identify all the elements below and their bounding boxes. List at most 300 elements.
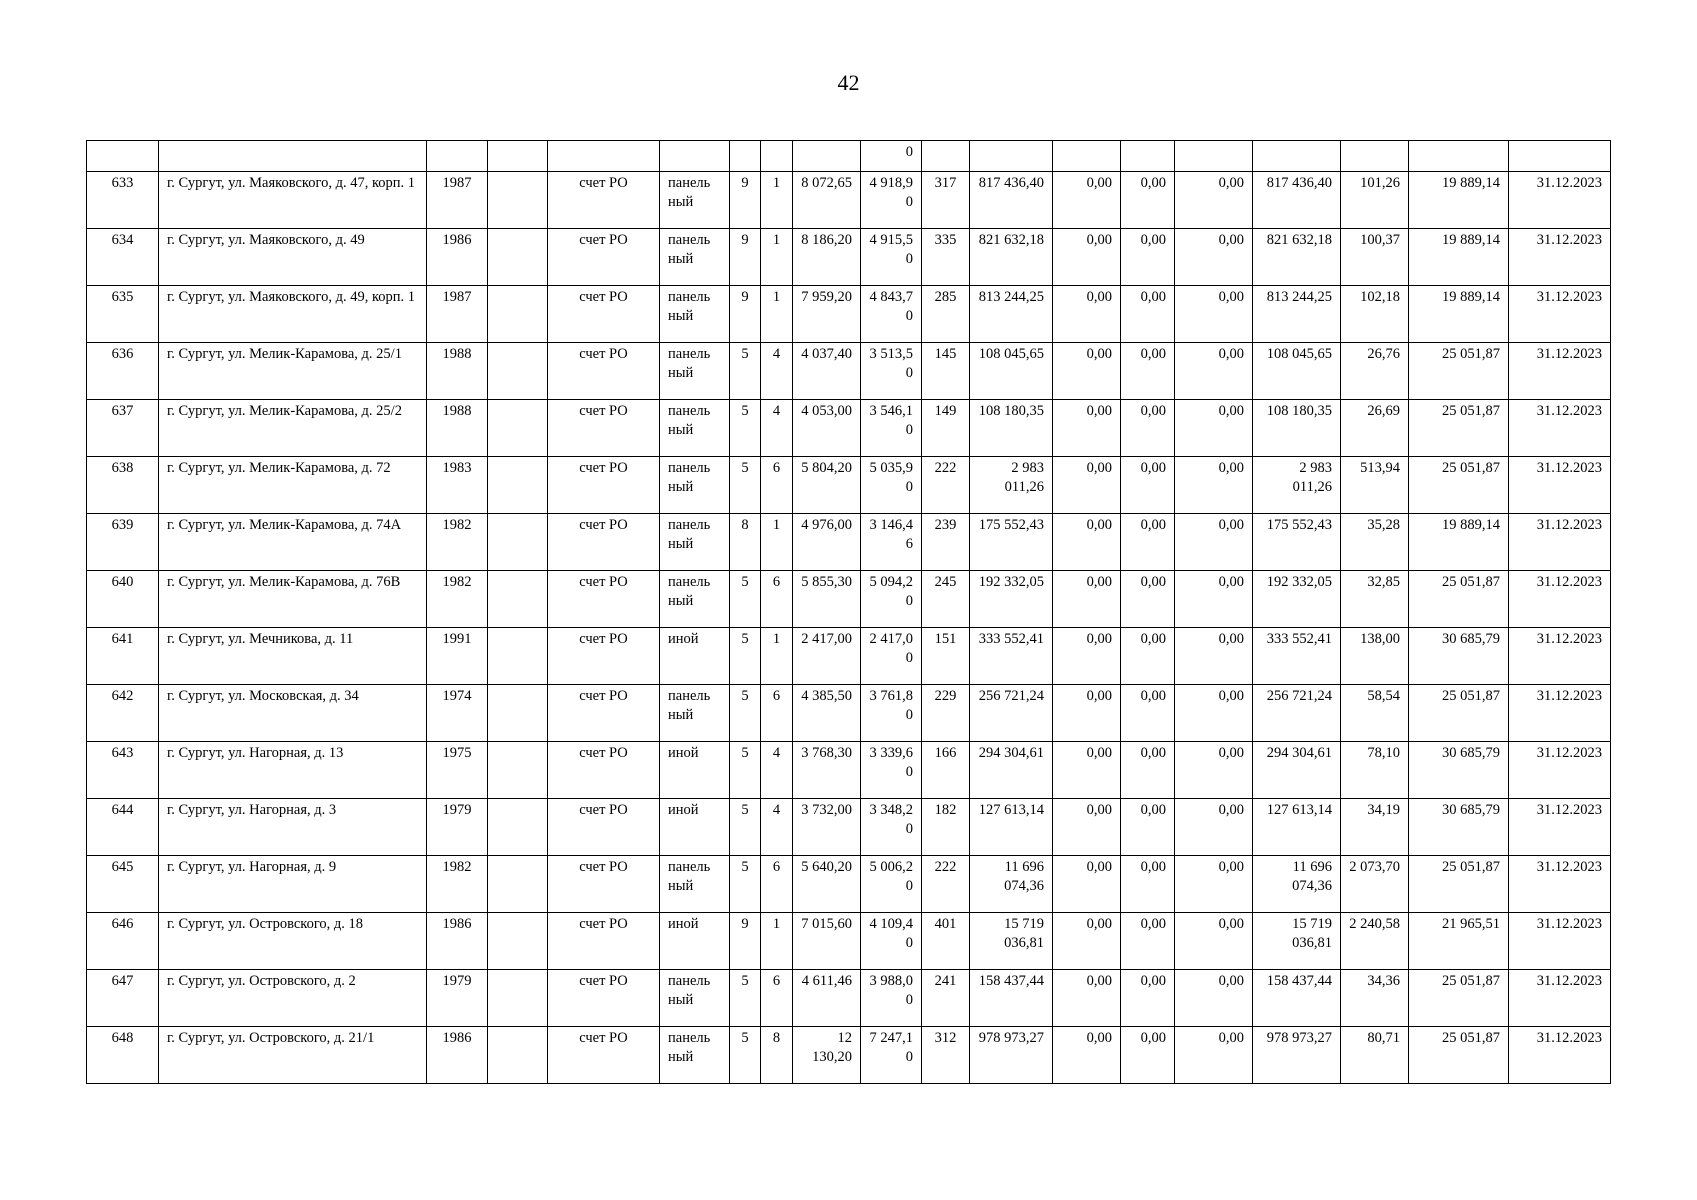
cell-max-cost: 30 685,79 — [1409, 799, 1509, 856]
cell-num: 648 — [87, 1027, 159, 1084]
cell-cost-total: 2 983 011,26 — [970, 457, 1053, 514]
cell-c13: 0,00 — [1053, 457, 1121, 514]
cell-floors: 5 — [730, 571, 761, 628]
cell-c4 — [488, 742, 548, 799]
cell-deadline: 31.12.2023 — [1509, 913, 1611, 970]
cell-per-sqm — [1341, 141, 1409, 172]
cell-c4 — [488, 229, 548, 286]
page-number: 42 — [837, 70, 860, 95]
cell-area-living: 4 109,4 0 — [861, 913, 922, 970]
cell-area-total: 7 015,60 — [793, 913, 861, 970]
cell-floors: 5 — [730, 742, 761, 799]
cell-cost-total: 127 613,14 — [970, 799, 1053, 856]
cell-c13: 0,00 — [1053, 685, 1121, 742]
cell-fund: счет РО — [548, 685, 660, 742]
cell-max-cost: 25 051,87 — [1409, 400, 1509, 457]
cell-cost-total: 15 719 036,81 — [970, 913, 1053, 970]
cell-address: г. Сургут, ул. Островского, д. 21/1 — [159, 1027, 427, 1084]
cell-address: г. Сургут, ул. Московская, д. 34 — [159, 685, 427, 742]
cell-max-cost: 25 051,87 — [1409, 571, 1509, 628]
cell-area-total: 4 385,50 — [793, 685, 861, 742]
cell-address: г. Сургут, ул. Мечникова, д. 11 — [159, 628, 427, 685]
cell-area-total: 4 037,40 — [793, 343, 861, 400]
cell-fund: счет РО — [548, 514, 660, 571]
cell-year: 1974 — [427, 685, 488, 742]
table-row — [87, 286, 1611, 343]
cell-area-living: 4 918,9 0 — [861, 172, 922, 229]
cell-deadline: 31.12.2023 — [1509, 799, 1611, 856]
cell-num: 647 — [87, 970, 159, 1027]
cell-residents: 239 — [922, 514, 970, 571]
cell-year: 1975 — [427, 742, 488, 799]
cell-c14: 0,00 — [1121, 400, 1175, 457]
cell-fund: счет РО — [548, 856, 660, 913]
cell-per-sqm: 80,71 — [1341, 1027, 1409, 1084]
cell-fund: счет РО — [548, 913, 660, 970]
cell-cost-owners: 192 332,05 — [1253, 571, 1341, 628]
cell-address: г. Сургут, ул. Островского, д. 2 — [159, 970, 427, 1027]
table-row — [87, 400, 1611, 457]
cell-entrances — [761, 141, 793, 172]
cell-fund: счет РО — [548, 1027, 660, 1084]
cell-fund: счет РО — [548, 628, 660, 685]
cell-c15: 0,00 — [1175, 856, 1253, 913]
cell-address: г. Сургут, ул. Маяковского, д. 47, корп. 1 — [159, 172, 427, 229]
cell-entrances: 1 — [761, 628, 793, 685]
cell-year: 1979 — [427, 970, 488, 1027]
cell-deadline: 31.12.2023 — [1509, 1027, 1611, 1084]
cell-c13: 0,00 — [1053, 571, 1121, 628]
cell-cost-total: 108 045,65 — [970, 343, 1053, 400]
cell-address: г. Сургут, ул. Мелик-Карамова, д. 25/2 — [159, 400, 427, 457]
cell-cost-owners: 175 552,43 — [1253, 514, 1341, 571]
cell-c15: 0,00 — [1175, 172, 1253, 229]
cell-cost-owners: 127 613,14 — [1253, 799, 1341, 856]
cell-residents: 149 — [922, 400, 970, 457]
cell-max-cost: 30 685,79 — [1409, 628, 1509, 685]
cell-c13: 0,00 — [1053, 286, 1121, 343]
cell-residents: 285 — [922, 286, 970, 343]
cell-address: г. Сургут, ул. Мелик-Карамова, д. 74А — [159, 514, 427, 571]
cell-c15: 0,00 — [1175, 400, 1253, 457]
cell-cost-total: 108 180,35 — [970, 400, 1053, 457]
cell-num: 640 — [87, 571, 159, 628]
cell-area-living: 3 146,4 6 — [861, 514, 922, 571]
cell-cost-total: 192 332,05 — [970, 571, 1053, 628]
cell-fund: счет РО — [548, 400, 660, 457]
cell-material: панель ный — [660, 514, 730, 571]
cell-c14: 0,00 — [1121, 685, 1175, 742]
cell-max-cost: 19 889,14 — [1409, 172, 1509, 229]
table-row — [87, 1027, 1611, 1084]
cell-material: панель ный — [660, 685, 730, 742]
cell-c13: 0,00 — [1053, 514, 1121, 571]
cell-address: г. Сургут, ул. Мелик-Карамова, д. 76В — [159, 571, 427, 628]
cell-per-sqm: 2 073,70 — [1341, 856, 1409, 913]
cell-c14: 0,00 — [1121, 913, 1175, 970]
cell-residents: 222 — [922, 457, 970, 514]
cell-address: г. Сургут, ул. Маяковского, д. 49, корп. 1 — [159, 286, 427, 343]
cell-residents: 151 — [922, 628, 970, 685]
cell-year: 1988 — [427, 400, 488, 457]
cell-area-living: 3 339,6 0 — [861, 742, 922, 799]
cell-area-living: 4 843,7 0 — [861, 286, 922, 343]
cell-c15: 0,00 — [1175, 343, 1253, 400]
cell-year: 1982 — [427, 856, 488, 913]
cell-entrances: 6 — [761, 457, 793, 514]
cell-cost-owners: 158 437,44 — [1253, 970, 1341, 1027]
cell-floors: 5 — [730, 970, 761, 1027]
table-row — [87, 685, 1611, 742]
cell-material: иной — [660, 742, 730, 799]
cell-max-cost: 25 051,87 — [1409, 856, 1509, 913]
cell-area-living: 3 513,5 0 — [861, 343, 922, 400]
cell-residents: 145 — [922, 343, 970, 400]
cell-cost-owners: 11 696 074,36 — [1253, 856, 1341, 913]
cell-floors: 5 — [730, 400, 761, 457]
cell-c14: 0,00 — [1121, 856, 1175, 913]
cell-c15: 0,00 — [1175, 970, 1253, 1027]
cell-residents: 222 — [922, 856, 970, 913]
cell-c14 — [1121, 141, 1175, 172]
cell-floors: 8 — [730, 514, 761, 571]
cell-material: панель ный — [660, 970, 730, 1027]
cell-floors: 5 — [730, 343, 761, 400]
cell-deadline: 31.12.2023 — [1509, 343, 1611, 400]
cell-material: панель ный — [660, 400, 730, 457]
cell-c15: 0,00 — [1175, 514, 1253, 571]
cell-cost-total: 821 632,18 — [970, 229, 1053, 286]
cell-max-cost: 21 965,51 — [1409, 913, 1509, 970]
cell-num: 644 — [87, 799, 159, 856]
cell-material: панель ный — [660, 1027, 730, 1084]
cell-entrances: 1 — [761, 286, 793, 343]
table-body — [87, 141, 1611, 1084]
cell-material: панель ный — [660, 571, 730, 628]
cell-area-living: 4 915,5 0 — [861, 229, 922, 286]
cell-cost-owners: 15 719 036,81 — [1253, 913, 1341, 970]
table-row — [87, 172, 1611, 229]
cell-deadline: 31.12.2023 — [1509, 685, 1611, 742]
cell-cost-total: 978 973,27 — [970, 1027, 1053, 1084]
cell-address: г. Сургут, ул. Нагорная, д. 9 — [159, 856, 427, 913]
cell-c13: 0,00 — [1053, 628, 1121, 685]
cell-cost-owners: 821 632,18 — [1253, 229, 1341, 286]
cell-c4 — [488, 628, 548, 685]
cell-address: г. Сургут, ул. Нагорная, д. 3 — [159, 799, 427, 856]
cell-per-sqm: 58,54 — [1341, 685, 1409, 742]
cell-c4 — [488, 172, 548, 229]
cell-residents: 317 — [922, 172, 970, 229]
cell-max-cost: 25 051,87 — [1409, 1027, 1509, 1084]
cell-cost-owners: 817 436,40 — [1253, 172, 1341, 229]
cell-floors — [730, 141, 761, 172]
cell-c13: 0,00 — [1053, 799, 1121, 856]
cell-c15: 0,00 — [1175, 799, 1253, 856]
cell-year: 1986 — [427, 229, 488, 286]
cell-address: г. Сургут, ул. Нагорная, д. 13 — [159, 742, 427, 799]
cell-year: 1982 — [427, 514, 488, 571]
cell-c14: 0,00 — [1121, 571, 1175, 628]
cell-year: 1982 — [427, 571, 488, 628]
cell-year: 1988 — [427, 343, 488, 400]
cell-c13: 0,00 — [1053, 970, 1121, 1027]
cell-floors: 5 — [730, 685, 761, 742]
cell-year — [427, 141, 488, 172]
cell-cost-owners: 108 045,65 — [1253, 343, 1341, 400]
cell-c4 — [488, 685, 548, 742]
cell-area-total: 5 804,20 — [793, 457, 861, 514]
cell-c13: 0,00 — [1053, 913, 1121, 970]
cell-area-living: 3 988,0 0 — [861, 970, 922, 1027]
cell-c15: 0,00 — [1175, 685, 1253, 742]
cell-deadline: 31.12.2023 — [1509, 457, 1611, 514]
cell-floors: 9 — [730, 286, 761, 343]
cell-residents: 245 — [922, 571, 970, 628]
cell-area-total: 8 072,65 — [793, 172, 861, 229]
cell-material — [660, 141, 730, 172]
cell-per-sqm: 26,76 — [1341, 343, 1409, 400]
cell-entrances: 1 — [761, 172, 793, 229]
cell-year: 1986 — [427, 913, 488, 970]
cell-entrances: 6 — [761, 685, 793, 742]
cell-num — [87, 141, 159, 172]
table-row — [87, 742, 1611, 799]
cell-max-cost: 25 051,87 — [1409, 343, 1509, 400]
cell-area-living: 5 006,2 0 — [861, 856, 922, 913]
cell-year: 1979 — [427, 799, 488, 856]
cell-num: 645 — [87, 856, 159, 913]
cell-entrances: 6 — [761, 571, 793, 628]
cell-deadline: 31.12.2023 — [1509, 514, 1611, 571]
cell-area-living: 3 761,8 0 — [861, 685, 922, 742]
cell-c4 — [488, 799, 548, 856]
cell-num: 633 — [87, 172, 159, 229]
cell-area-living: 0 — [861, 141, 922, 172]
cell-cost-owners: 256 721,24 — [1253, 685, 1341, 742]
cell-num: 638 — [87, 457, 159, 514]
cell-cost-total: 813 244,25 — [970, 286, 1053, 343]
cell-per-sqm: 101,26 — [1341, 172, 1409, 229]
cell-material: панель ный — [660, 856, 730, 913]
cell-material: панель ный — [660, 229, 730, 286]
cell-entrances: 4 — [761, 343, 793, 400]
table-row — [87, 970, 1611, 1027]
cell-deadline: 31.12.2023 — [1509, 742, 1611, 799]
cell-entrances: 1 — [761, 514, 793, 571]
cell-area-total: 4 053,00 — [793, 400, 861, 457]
cell-residents — [922, 141, 970, 172]
table-row — [87, 856, 1611, 913]
cell-per-sqm: 513,94 — [1341, 457, 1409, 514]
cell-entrances: 1 — [761, 229, 793, 286]
cell-max-cost: 25 051,87 — [1409, 457, 1509, 514]
cell-area-living: 3 348,2 0 — [861, 799, 922, 856]
continuation-row — [87, 141, 1611, 172]
cell-residents: 182 — [922, 799, 970, 856]
cell-c4 — [488, 141, 548, 172]
cell-c14: 0,00 — [1121, 628, 1175, 685]
cell-year: 1987 — [427, 286, 488, 343]
cell-c13: 0,00 — [1053, 742, 1121, 799]
cell-material: панель ный — [660, 343, 730, 400]
cell-c4 — [488, 343, 548, 400]
cell-c13: 0,00 — [1053, 343, 1121, 400]
cell-per-sqm: 102,18 — [1341, 286, 1409, 343]
cell-area-total: 3 768,30 — [793, 742, 861, 799]
cell-c15: 0,00 — [1175, 628, 1253, 685]
cell-area-total: 5 855,30 — [793, 571, 861, 628]
cell-num: 639 — [87, 514, 159, 571]
cell-per-sqm: 100,37 — [1341, 229, 1409, 286]
cell-max-cost: 30 685,79 — [1409, 742, 1509, 799]
cell-max-cost: 19 889,14 — [1409, 229, 1509, 286]
cell-floors: 5 — [730, 628, 761, 685]
cell-area-living: 2 417,0 0 — [861, 628, 922, 685]
cell-cost-total: 256 721,24 — [970, 685, 1053, 742]
cell-c14: 0,00 — [1121, 286, 1175, 343]
cell-fund: счет РО — [548, 799, 660, 856]
table-row — [87, 514, 1611, 571]
cell-year: 1991 — [427, 628, 488, 685]
cell-entrances: 8 — [761, 1027, 793, 1084]
cell-c15: 0,00 — [1175, 1027, 1253, 1084]
cell-c14: 0,00 — [1121, 742, 1175, 799]
cell-c14: 0,00 — [1121, 229, 1175, 286]
cell-floors: 5 — [730, 856, 761, 913]
cell-per-sqm: 35,28 — [1341, 514, 1409, 571]
cell-c4 — [488, 514, 548, 571]
cell-address: г. Сургут, ул. Мелик-Карамова, д. 25/1 — [159, 343, 427, 400]
cell-cost-owners: 294 304,61 — [1253, 742, 1341, 799]
cell-fund: счет РО — [548, 571, 660, 628]
cell-year: 1986 — [427, 1027, 488, 1084]
cell-fund: счет РО — [548, 343, 660, 400]
cell-area-total: 8 186,20 — [793, 229, 861, 286]
cell-material: панель ный — [660, 286, 730, 343]
cell-c14: 0,00 — [1121, 172, 1175, 229]
cell-c15: 0,00 — [1175, 913, 1253, 970]
cell-area-total: 12 130,20 — [793, 1027, 861, 1084]
cell-address: г. Сургут, ул. Маяковского, д. 49 — [159, 229, 427, 286]
cell-c15: 0,00 — [1175, 742, 1253, 799]
cell-num: 643 — [87, 742, 159, 799]
cell-cost-owners: 333 552,41 — [1253, 628, 1341, 685]
cell-cost-total: 333 552,41 — [970, 628, 1053, 685]
housing-registry-table — [86, 140, 1611, 1084]
cell-cost-total: 11 696 074,36 — [970, 856, 1053, 913]
cell-residents: 241 — [922, 970, 970, 1027]
cell-entrances: 6 — [761, 970, 793, 1027]
cell-max-cost — [1409, 141, 1509, 172]
cell-floors: 5 — [730, 799, 761, 856]
cell-c4 — [488, 913, 548, 970]
cell-per-sqm: 138,00 — [1341, 628, 1409, 685]
cell-floors: 5 — [730, 1027, 761, 1084]
cell-c4 — [488, 856, 548, 913]
cell-area-total: 7 959,20 — [793, 286, 861, 343]
cell-entrances: 6 — [761, 856, 793, 913]
cell-num: 646 — [87, 913, 159, 970]
cell-floors: 9 — [730, 172, 761, 229]
table-row — [87, 343, 1611, 400]
cell-cost-owners — [1253, 141, 1341, 172]
cell-deadline: 31.12.2023 — [1509, 172, 1611, 229]
cell-entrances: 4 — [761, 742, 793, 799]
cell-deadline: 31.12.2023 — [1509, 286, 1611, 343]
cell-material: панель ный — [660, 457, 730, 514]
cell-area-living: 5 094,2 0 — [861, 571, 922, 628]
cell-cost-total: 817 436,40 — [970, 172, 1053, 229]
cell-residents: 229 — [922, 685, 970, 742]
cell-address: г. Сургут, ул. Мелик-Карамова, д. 72 — [159, 457, 427, 514]
cell-c14: 0,00 — [1121, 457, 1175, 514]
cell-cost-total: 294 304,61 — [970, 742, 1053, 799]
cell-year: 1983 — [427, 457, 488, 514]
cell-entrances: 1 — [761, 913, 793, 970]
cell-material: панель ный — [660, 172, 730, 229]
cell-area-total: 4 611,46 — [793, 970, 861, 1027]
cell-c14: 0,00 — [1121, 970, 1175, 1027]
cell-residents: 401 — [922, 913, 970, 970]
cell-c13 — [1053, 141, 1121, 172]
cell-fund: счет РО — [548, 172, 660, 229]
cell-per-sqm: 78,10 — [1341, 742, 1409, 799]
cell-fund — [548, 141, 660, 172]
table-row — [87, 913, 1611, 970]
cell-c4 — [488, 286, 548, 343]
cell-per-sqm: 34,36 — [1341, 970, 1409, 1027]
cell-material: иной — [660, 913, 730, 970]
cell-num: 642 — [87, 685, 159, 742]
cell-max-cost: 25 051,87 — [1409, 685, 1509, 742]
cell-fund: счет РО — [548, 742, 660, 799]
cell-per-sqm: 2 240,58 — [1341, 913, 1409, 970]
cell-deadline: 31.12.2023 — [1509, 856, 1611, 913]
cell-cost-owners: 2 983 011,26 — [1253, 457, 1341, 514]
cell-area-total: 2 417,00 — [793, 628, 861, 685]
cell-cost-total: 175 552,43 — [970, 514, 1053, 571]
cell-deadline: 31.12.2023 — [1509, 229, 1611, 286]
cell-c4 — [488, 1027, 548, 1084]
cell-max-cost: 25 051,87 — [1409, 970, 1509, 1027]
cell-c4 — [488, 457, 548, 514]
cell-year: 1987 — [427, 172, 488, 229]
cell-cost-total — [970, 141, 1053, 172]
cell-entrances: 4 — [761, 400, 793, 457]
cell-num: 637 — [87, 400, 159, 457]
cell-residents: 335 — [922, 229, 970, 286]
cell-num: 635 — [87, 286, 159, 343]
cell-c15: 0,00 — [1175, 286, 1253, 343]
cell-c13: 0,00 — [1053, 400, 1121, 457]
cell-per-sqm: 34,19 — [1341, 799, 1409, 856]
cell-c15: 0,00 — [1175, 229, 1253, 286]
cell-num: 636 — [87, 343, 159, 400]
cell-residents: 166 — [922, 742, 970, 799]
cell-material: иной — [660, 628, 730, 685]
table-row — [87, 457, 1611, 514]
cell-c14: 0,00 — [1121, 1027, 1175, 1084]
cell-per-sqm: 32,85 — [1341, 571, 1409, 628]
table-row — [87, 571, 1611, 628]
cell-c14: 0,00 — [1121, 343, 1175, 400]
cell-residents: 312 — [922, 1027, 970, 1084]
cell-deadline: 31.12.2023 — [1509, 970, 1611, 1027]
cell-material: иной — [660, 799, 730, 856]
cell-area-total: 3 732,00 — [793, 799, 861, 856]
cell-c14: 0,00 — [1121, 799, 1175, 856]
